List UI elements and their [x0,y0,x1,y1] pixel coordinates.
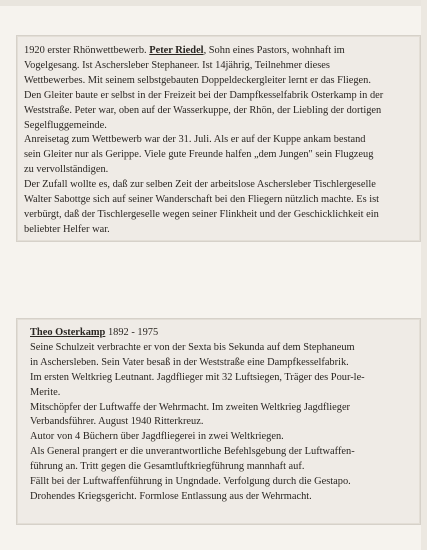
text-line: Mitschöpfer der Luftwaffe der Wehrmacht. Im zweiten Weltkrieg Jagdflieger [30,401,351,413]
text-line-prefix: 1920 erster Rhönwettbewerb. [24,45,150,56]
text-line: in Aschersleben. Sein Vater besaß in der Weststraße eine Dampfkesselfabrik. [30,356,349,368]
text-line: Der Zufall wollte es, daß zur selben Zeit der arbeitslose Aschersleber Tischlergeselle [24,179,376,191]
osterkamp-text [30,326,418,505]
text-line: sein Gleiter nur als Gerippe. Viele gute Freunde halfen „dem Jungen" sein Flugzeug [24,149,374,161]
text-line: Walter Sabottge sich auf seiner Wanderschaft bei den Fliegern nützlich machte. Es ist [24,194,380,206]
text-line: Drohendes Kriegsgericht. Formlose Entlassung aus der Wehrmacht. [30,490,312,502]
text-line: Als General prangert er die unverantwortliche Befehlsgebung der Luftwaffen- [30,446,355,458]
text-line: führung an. Tritt gegen die Gesamtluftkriegführung mannhaft auf. [30,461,305,473]
life-dates: 1892 - 1975 [105,327,159,338]
heading-line [30,326,418,341]
page-right-edge [421,0,427,550]
text-line: Segelfluggemeinde. [24,119,107,131]
person-name-riedel: Peter Riedel [149,45,204,56]
text-line: Vogelgesang. Ist Aschersleber Stephaneer. Ist 14jährig, Teilnehmer dieses [24,59,330,71]
text-line: Im ersten Weltkrieg Leutnant. Jagdflieger mit 32 Luftsiegen, Träger des Pour-le- [30,371,365,383]
text-line-suffix: , Sohn eines Pastors, wohnhaft im [203,45,345,56]
page-top-edge [0,0,427,6]
text-line: zu vervollständigen. [24,164,109,176]
text-line: Fällt bei der Luftwaffenführung in Ungndade. Verfolgung durch die Gestapo. [30,476,351,488]
text-line: Wettbewerbes. Mit seinem selbstgebauten Doppeldeckergleiter lernt er das Fliegen. [24,74,371,86]
text-line: verbürgt, daß der Tischlergeselle wegen seiner Flinkheit und der Geschicklichkeit ein [24,208,379,220]
text-line: Verbandsführer. August 1940 Ritterkreuz. [30,416,204,428]
text-line [24,44,416,59]
text-line: Seine Schulzeit verbrachte er von der Sexta bis Sekunda auf dem Stephaneum [30,341,355,353]
text-line: beliebter Helfer war. [24,223,110,235]
text-line: Weststraße. Peter war, oben auf der Wasserkuppe, der Rhön, der Liebling der dortigen [24,104,382,116]
text-line: Merite. [30,386,61,398]
text-line: Den Gleiter baute er selbst in der Freizeit bei der Dampfkesselfabrik Osterkamp in der [24,89,384,101]
text-line: Autor von 4 Büchern über Jagdfliegerei in zwei Weltkriegen. [30,431,284,443]
person-name-osterkamp: Theo Osterkamp [30,327,106,338]
text-line: Anreisetag zum Wettbewerb war der 31. Juli. Als er auf der Kuppe ankam bestand [24,134,366,146]
riedel-text [24,44,416,238]
